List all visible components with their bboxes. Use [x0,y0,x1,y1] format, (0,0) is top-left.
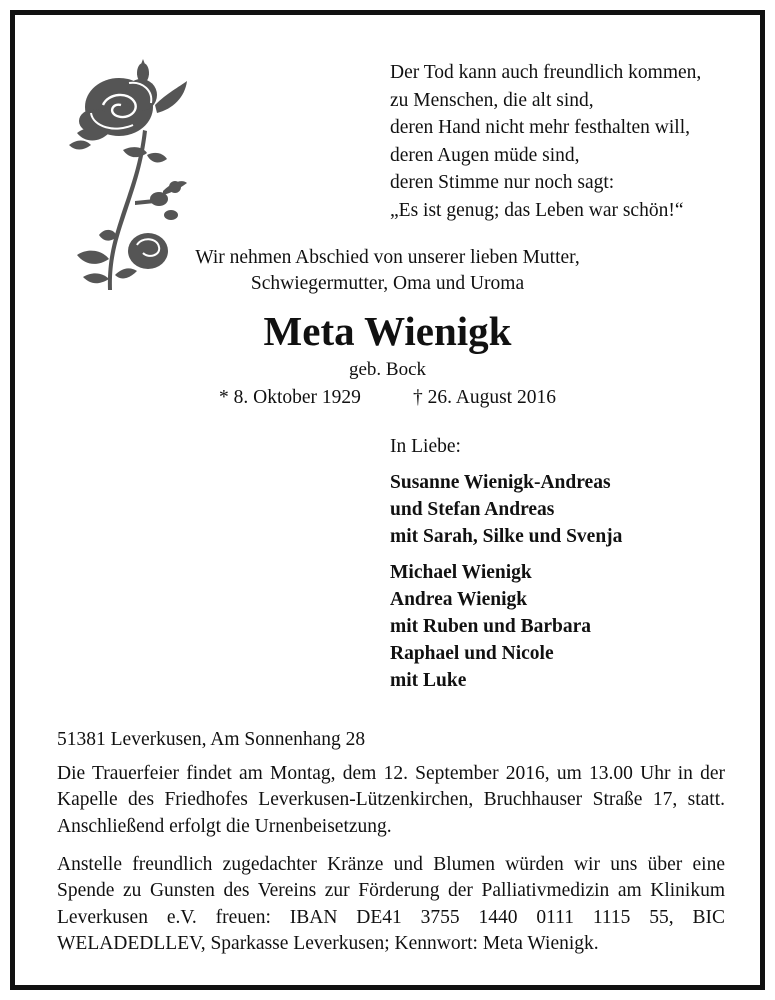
obituary-frame [10,10,765,990]
funeral-notice: Die Trauerfeier findet am Montag, dem 12. September 2016, um 13.00 Uhr in der Kapelle des Friedhofes Leverkusen-Lützenkirchen, Bruchhauser Straße 17, statt. Anschließend erfolgt die Urnenbeisetzung. [57,763,725,837]
poem-line: zu Menschen, die alt sind, [390,89,594,111]
deceased-name: Meta Wienigk [263,308,512,354]
mourner-line: mit Luke [390,670,467,691]
mourner-line: Susanne Wienigk-Andreas [390,472,611,493]
mourner-line: Michael Wienigk [390,562,532,583]
mourner-line: mit Sarah, Silke und Svenja [390,526,623,547]
poem [390,59,701,225]
poem-line: deren Hand nicht mehr festhalten will, [390,117,690,139]
death-date: † 26. August 2016 [412,387,556,408]
mourner-line: mit Ruben und Barbara [390,616,591,637]
poem-line: deren Augen müde sind, [390,144,580,166]
intro-line: Schwiegermutter, Oma und Uroma [250,273,525,294]
address: 51381 Leverkusen, Am Sonnenhang 28 [57,729,366,750]
mourner-line: Andrea Wienigk [390,589,528,610]
mourner-line: und Stefan Andreas [390,499,555,520]
farewell-intro [15,245,760,297]
life-dates [15,385,760,411]
poem-line: deren Stimme nur noch sagt: [390,172,615,194]
intro-line: Wir nehmen Abschied von unserer lieben Mutter, [195,247,580,268]
mourners [390,434,622,694]
poem-line: Der Tod kann auch freundlich kommen, [390,62,702,83]
birth-date: * 8. Oktober 1929 [219,387,361,408]
donation-notice: Anstelle freundlich zugedachter Kränze und Blumen würden wir uns über eine Spende zu Gunsten des Vereins zur Förderung der Palliativmedizin am Klinikum Leverkusen e.V. freuen: IBAN DE41 3755 1440 0111 1115 55, BIC WELADEDLLEV, Sparkasse Leverkusen; Kennwort: Meta Wienigk. [57,854,725,954]
poem-line: „Es ist genug; das Leben war schön!“ [390,199,684,221]
mourner-group [390,559,622,694]
mourner-line: Raphael und Nicole [390,643,554,664]
mourners-label: In Liebe: [390,436,461,457]
birth-name: geb. Bock [348,359,427,380]
mourner-group [390,469,622,550]
